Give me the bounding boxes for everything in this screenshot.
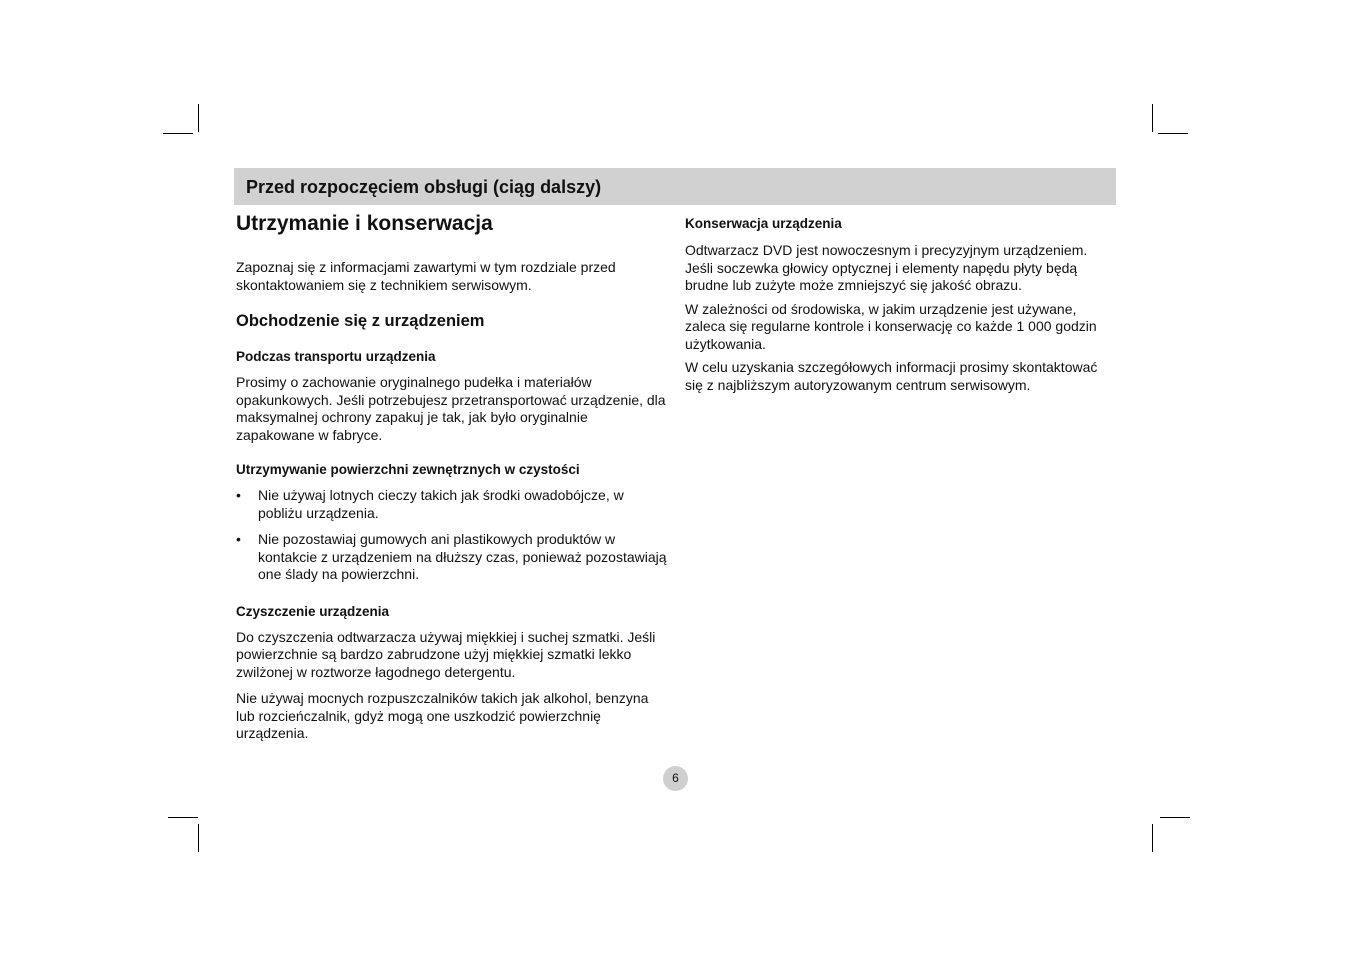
- crop-mark: [163, 133, 193, 134]
- page-title: Utrzymanie i konserwacja: [236, 212, 493, 235]
- subtitle-cleaning: Czyszczenie urządzenia: [236, 603, 390, 619]
- right-column: [685, 205, 1115, 394]
- surfaces-list: [236, 487, 668, 584]
- maintenance-paragraph-1: Odtwarzacz DVD jest nowoczesnym i precyzyjnym urządzeniem. Jeśli soczewka głowicy optycznej i elementy napędu płyty będą brudne lub zużyte może zmniejszyć się jakość obrazu.: [685, 242, 1088, 293]
- list-item-text: Nie pozostawiaj gumowych ani plastikowych produktów w kontakcie z urządzeniem na dłuższy czas, ponieważ pozostawiają one ślady na powierzchni.: [258, 531, 667, 582]
- bullet-icon: •: [236, 487, 241, 503]
- subtitle-transport: Podczas transportu urządzenia: [236, 349, 436, 364]
- crop-mark: [1152, 104, 1153, 132]
- left-column: [236, 205, 668, 743]
- cleaning-paragraph-1: Do czyszczenia odtwarzacza używaj miękkiej i suchej szmatki. Jeśli powierzchnie są bardzo zabrudzone użyj miękkiej szmatki lekko zwilżonej w roztworze łagodnego detergentu.: [236, 628, 656, 680]
- crop-mark: [168, 817, 198, 818]
- section-title-handling: Obchodzenie się z urządzeniem: [236, 312, 485, 330]
- subtitle-maintenance: Konserwacja urządzenia: [685, 216, 842, 231]
- maintenance-paragraph-3: W celu uzyskania szczegółowych informacji prosimy skontaktować się z najbliższym autoryzowanym centrum serwisowym.: [685, 359, 1098, 393]
- crop-mark: [1158, 133, 1188, 134]
- cleaning-paragraph-2: Nie używaj mocnych rozpuszczalników takich jak alkohol, benzyna lub rozcieńczalnik, gdyż mogą one uszkodzić powierzchnię urządzenia.: [236, 690, 649, 741]
- section-header-title: Przed rozpoczęciem obsługi (ciąg dalszy): [246, 177, 602, 197]
- subtitle-surfaces: Utrzymywanie powierzchni zewnętrznych w czystości: [236, 462, 580, 477]
- list-item-text: Nie używaj lotnych cieczy takich jak środki owadobójcze, w pobliżu urządzenia.: [258, 487, 624, 521]
- intro-paragraph: Zapoznaj się z informacjami zawartymi w tym rozdziale przed skontaktowaniem się z technikiem serwisowym.: [236, 259, 616, 293]
- transport-paragraph: Prosimy o zachowanie oryginalnego pudełka i materiałów opakunkowych. Jeśli potrzebujesz przetransportować urządzenie, dla maksymalnej ochrony zapakuj je tak, jak było oryginalnie zapakowane w fabryce.: [236, 374, 666, 443]
- crop-mark: [1152, 824, 1153, 852]
- bullet-icon: •: [236, 531, 241, 547]
- crop-mark: [198, 104, 199, 132]
- crop-mark: [1160, 817, 1190, 818]
- crop-mark: [198, 824, 199, 852]
- list-item: [236, 487, 668, 522]
- maintenance-paragraph-2: W zależności od środowiska, w jakim urządzenie jest używane, zaleca się regularne kontrole i konserwację co każde 1 000 godzin użytkowania.: [685, 300, 1097, 352]
- page-number: 6: [663, 766, 688, 791]
- list-item: [236, 531, 668, 584]
- section-header-bar: [234, 168, 1116, 205]
